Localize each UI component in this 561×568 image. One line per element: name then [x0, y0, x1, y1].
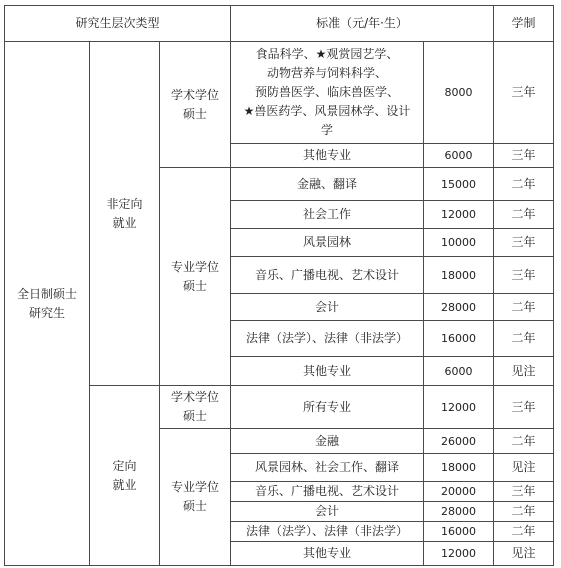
fee-cell: 6000	[424, 144, 494, 168]
level-full-time-master: 全日制硕士 研究生	[5, 42, 90, 566]
fee-cell: 18000	[424, 454, 494, 482]
years-cell: 二年	[494, 168, 554, 201]
fee-cell: 26000	[424, 429, 494, 454]
years-cell: 见注	[494, 357, 554, 386]
years-cell: 三年	[494, 482, 554, 502]
major-cell: 金融、翻译	[231, 168, 424, 201]
header-category: 研究生层次类型	[5, 6, 231, 42]
type-academic-non-directed: 学术学位 硕士	[160, 42, 231, 168]
major-cell: 会计	[231, 294, 424, 321]
tuition-table	[4, 5, 554, 566]
major-cell: 风景园林	[231, 229, 424, 257]
years-cell: 二年	[494, 201, 554, 229]
major-cell: 金融	[231, 429, 424, 454]
major-cell: 会计	[231, 502, 424, 522]
major-cell: 所有专业	[231, 386, 424, 429]
fee-cell: 6000	[424, 357, 494, 386]
years-cell: 见注	[494, 542, 554, 566]
group-non-directed: 非定向 就业	[90, 42, 160, 386]
years-cell: 见注	[494, 454, 554, 482]
major-cell: 法律（法学）、法律（非法学）	[231, 321, 424, 357]
header-duration: 学制	[494, 6, 554, 42]
years-cell: 二年	[494, 429, 554, 454]
years-cell: 三年	[494, 229, 554, 257]
fee-cell: 10000	[424, 229, 494, 257]
major-cell: 音乐、广播电视、艺术设计	[231, 257, 424, 294]
type-professional-directed: 专业学位 硕士	[160, 429, 231, 566]
major-cell: 社会工作	[231, 201, 424, 229]
major-cell: 法律（法学）、法律（非法学）	[231, 522, 424, 542]
years-cell: 二年	[494, 522, 554, 542]
fee-cell: 12000	[424, 542, 494, 566]
fee-cell: 8000	[424, 42, 494, 144]
fee-cell: 15000	[424, 168, 494, 201]
years-cell: 三年	[494, 42, 554, 144]
fee-cell: 28000	[424, 502, 494, 522]
type-academic-directed: 学术学位 硕士	[160, 386, 231, 429]
fee-cell: 16000	[424, 321, 494, 357]
fee-cell: 20000	[424, 482, 494, 502]
major-cell: 风景园林、社会工作、翻译	[231, 454, 424, 482]
group-directed: 定向 就业	[90, 386, 160, 566]
fee-cell: 16000	[424, 522, 494, 542]
years-cell: 二年	[494, 321, 554, 357]
fee-cell: 12000	[424, 201, 494, 229]
major-cell: 其他专业	[231, 542, 424, 566]
type-professional-non-directed: 专业学位 硕士	[160, 168, 231, 386]
years-cell: 二年	[494, 502, 554, 522]
years-cell: 二年	[494, 294, 554, 321]
fee-cell: 12000	[424, 386, 494, 429]
fee-cell: 18000	[424, 257, 494, 294]
years-cell: 三年	[494, 144, 554, 168]
major-cell: 食品科学、★观赏园艺学、 动物营养与饲料科学、 预防兽医学、临床兽医学、 ★兽医药学、风景园林学、设计 学	[231, 42, 424, 144]
major-cell: 音乐、广播电视、艺术设计	[231, 482, 424, 502]
major-cell: 其他专业	[231, 144, 424, 168]
years-cell: 三年	[494, 386, 554, 429]
years-cell: 三年	[494, 257, 554, 294]
major-cell: 其他专业	[231, 357, 424, 386]
fee-cell: 28000	[424, 294, 494, 321]
header-standard: 标准（元/年·生）	[231, 6, 494, 42]
